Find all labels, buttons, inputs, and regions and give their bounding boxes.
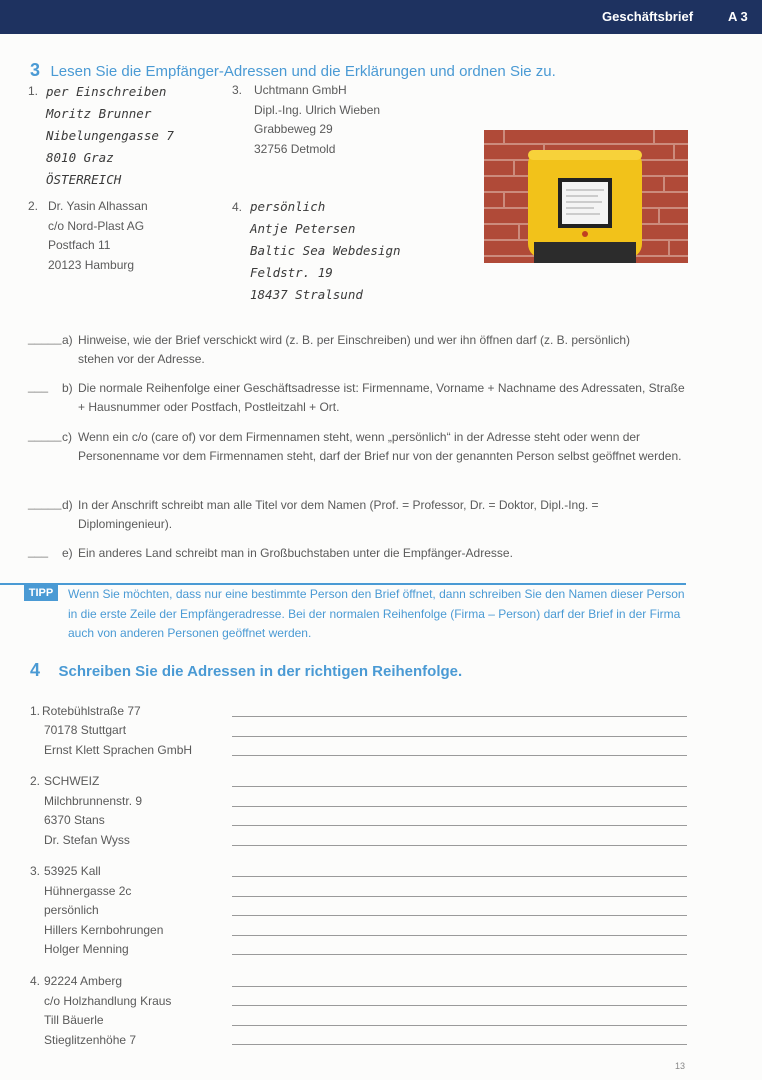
tip-text: Wenn Sie möchten, dass nur eine bestimmte Person den Brief öffnet, dann schreiben Sie den Namen dieser Person in die erste Zeile der Empfängeradresse. Bei der normalen Reihenfolge (Firma – Person) darf der Brief in der Firma auch von anderen Personen geöffnet werden. xyxy=(68,587,685,640)
item-text: Die normale Reihenfolge einer Geschäftsadresse ist: Firmenname, Vorname + Nachname des Adressaten, Straße + Hausnummer oder Postfach, Postleitzahl + Ort. xyxy=(78,381,685,414)
writing-line[interactable] xyxy=(232,736,687,737)
address-line: Hühnergasse 2c xyxy=(44,883,132,898)
address-line: Uchtmann GmbH xyxy=(254,83,347,97)
writing-line[interactable] xyxy=(232,986,687,987)
writing-line[interactable] xyxy=(232,896,687,897)
exercise-4-heading xyxy=(30,660,462,681)
address-line: Milchbrunnenstr. 9 xyxy=(44,793,143,808)
writing-line[interactable] xyxy=(232,915,687,916)
address-number: 3. xyxy=(232,83,243,97)
address-line: Stieglitzenhöhe 7 xyxy=(44,1032,137,1047)
writing-line[interactable] xyxy=(232,786,687,787)
item-text: Wenn ein c/o (care of) vor dem Firmennamen steht, wenn „persönlich“ in der Adresse steht oder wenn der Personenname vor dem Firmennamen steht, darf der Brief nur von der genannten Person selbst geöffnet werden. xyxy=(78,430,682,463)
address-line: Feldstr. 19 xyxy=(250,265,333,280)
writing-line[interactable] xyxy=(232,954,687,955)
item-text: In der Anschrift schreibt man alle Titel vor dem Namen (Prof. = Professor, Dr. = Doktor, Dipl.-Ing. = Diplomingenieur). xyxy=(78,498,599,531)
address-line: 20123 Hamburg xyxy=(48,257,135,272)
exercise-title: Lesen Sie die Empfänger-Adressen und die Erklärungen und ordnen Sie zu. xyxy=(50,63,556,80)
tip-label: TIPP xyxy=(24,585,58,601)
address-line: per Einschreiben xyxy=(46,84,167,99)
address-line: Baltic Sea Webdesign xyxy=(250,243,401,258)
writing-line[interactable] xyxy=(232,845,687,846)
writing-line[interactable] xyxy=(232,825,687,826)
exercise-number: 4 xyxy=(30,660,41,680)
writing-line[interactable] xyxy=(232,755,687,756)
section-code: A 3 xyxy=(728,9,748,24)
writing-line[interactable] xyxy=(232,1044,687,1045)
answer-blank[interactable]: _____ xyxy=(28,496,62,510)
page-number: 13 xyxy=(675,1061,686,1071)
postbox-illustration xyxy=(484,130,688,263)
item-letter: d) xyxy=(62,498,73,512)
address-line: 70178 Stuttgart xyxy=(44,723,127,737)
address-line: Antje Petersen xyxy=(250,221,356,236)
exercise-3-heading xyxy=(30,60,556,81)
group-number: 3. xyxy=(30,864,41,878)
exercise-title: Schreiben Sie die Adressen in der richtigen Reihenfolge. xyxy=(58,663,463,680)
address-line: 8010 Graz xyxy=(46,150,114,165)
address-line: Till Bäuerle xyxy=(44,1013,104,1027)
address-line: 53925 Kall xyxy=(44,864,101,878)
group-number: 2. xyxy=(30,774,41,788)
item-letter: b) xyxy=(62,381,73,395)
address-line: Dr. Yasin Alhassan xyxy=(48,199,148,213)
answer-blank[interactable]: ___ xyxy=(28,379,49,393)
address-line: Moritz Brunner xyxy=(46,106,152,121)
address-line: persönlich xyxy=(250,199,326,214)
item-text: Hinweise, wie der Brief verschickt wird (z. B. per Einschreiben) und wer ihn öffnen darf (z. B. persönlich) stehen vor der Adresse. xyxy=(78,333,631,366)
address-line: persönlich xyxy=(44,903,99,917)
writing-line[interactable] xyxy=(232,876,687,877)
address-line: ÖSTERREICH xyxy=(46,172,122,187)
item-letter: a) xyxy=(62,333,73,347)
address-line: c/o Nord-Plast AG xyxy=(48,218,145,233)
address-line: Ernst Klett Sprachen GmbH xyxy=(44,742,193,757)
address-line: Grabbeweg 29 xyxy=(254,122,333,136)
answer-blank[interactable]: _____ xyxy=(28,331,62,345)
item-letter: e) xyxy=(62,546,73,560)
address-number: 2. xyxy=(28,199,39,213)
address-line: Dr. Stefan Wyss xyxy=(44,832,130,847)
address-line: 6370 Stans xyxy=(44,813,105,827)
address-line: Holger Menning xyxy=(44,942,129,956)
header-bar xyxy=(0,0,762,34)
writing-line[interactable] xyxy=(232,1005,687,1006)
section-title: Geschäftsbrief xyxy=(602,9,694,24)
group-number: 4. xyxy=(30,974,41,988)
item-text: Ein anderes Land schreibt man in Großbuchstaben unter die Empfänger-Adresse. xyxy=(78,546,513,560)
address-line: 92224 Amberg xyxy=(44,974,123,988)
group-number: 1. xyxy=(30,704,41,718)
address-line: c/o Holzhandlung Kraus xyxy=(44,993,172,1008)
writing-line[interactable] xyxy=(232,716,687,717)
address-line: Postfach 11 xyxy=(48,238,111,252)
writing-line[interactable] xyxy=(232,806,687,807)
address-line: Nibelungengasse 7 xyxy=(46,128,174,143)
address-line: Rotebühlstraße 77 xyxy=(42,704,141,718)
address-line: Hillers Kernbohrungen xyxy=(44,922,164,937)
address-number: 4. xyxy=(232,200,243,214)
address-line: 18437 Stralsund xyxy=(250,287,363,302)
answer-blank[interactable]: ___ xyxy=(28,544,49,558)
postbox-photo xyxy=(484,130,688,263)
writing-line[interactable] xyxy=(232,1025,687,1026)
address-line: 32756 Detmold xyxy=(254,141,336,156)
item-letter: c) xyxy=(62,430,72,444)
address-line: Dipl.-Ing. Ulrich Wieben xyxy=(254,102,381,117)
answer-blank[interactable]: _____ xyxy=(28,428,62,442)
address-number: 1. xyxy=(28,84,39,98)
address-line: SCHWEIZ xyxy=(44,774,100,788)
writing-line[interactable] xyxy=(232,935,687,936)
exercise-number: 3 xyxy=(30,60,41,80)
